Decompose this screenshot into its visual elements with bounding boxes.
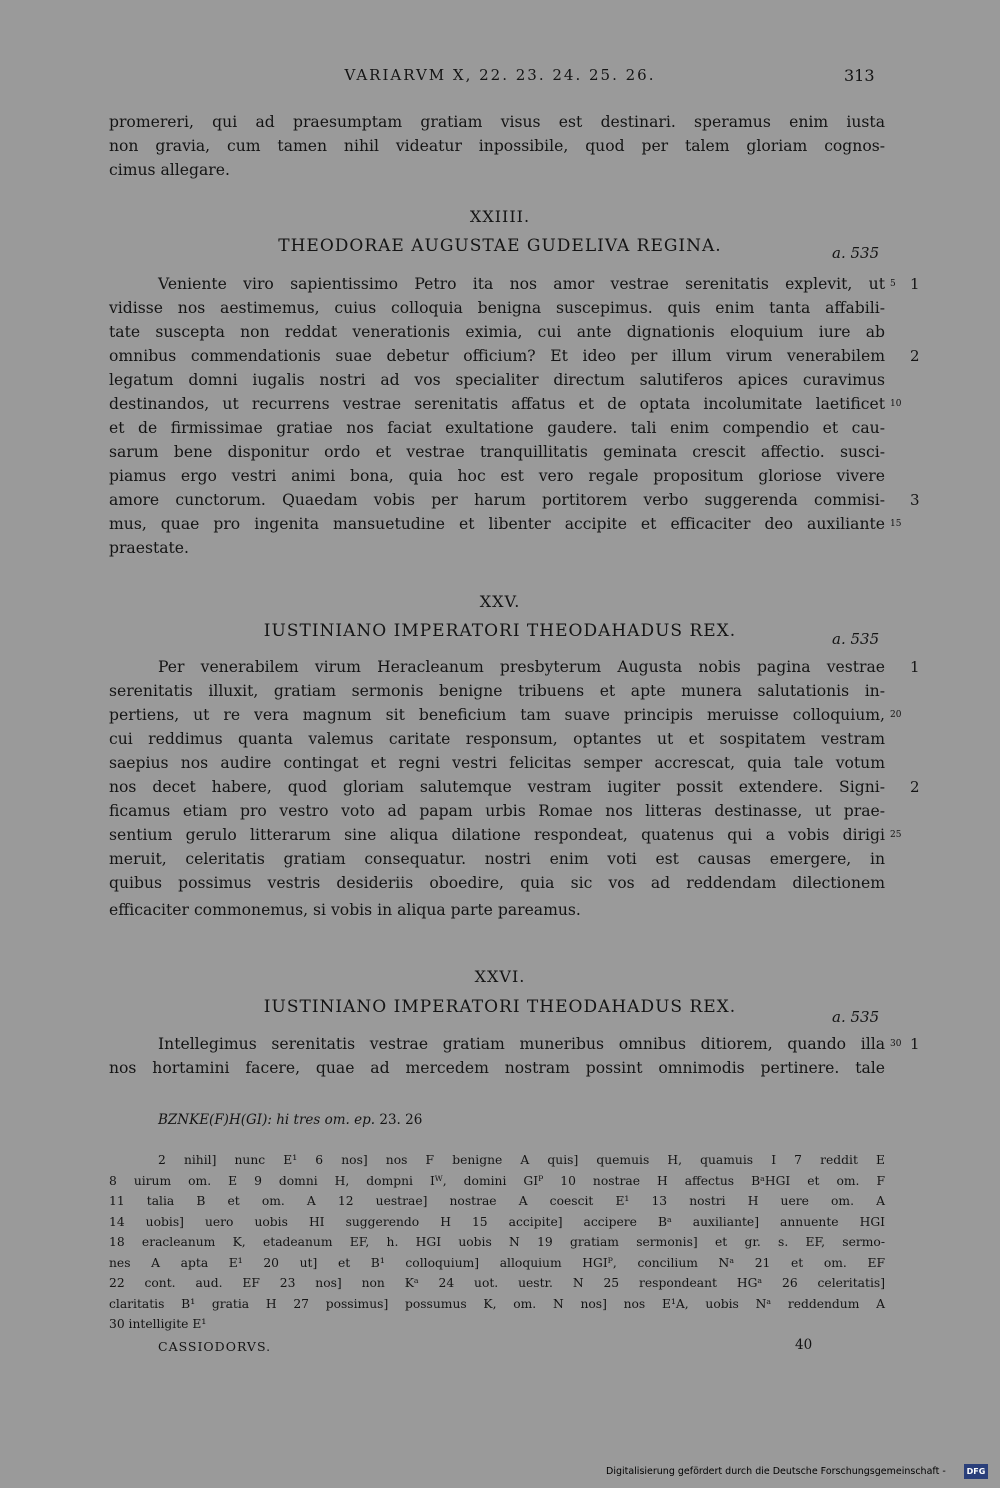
text-line: Per venerabilem virum Heracleanum presbyterum Augusta nobis pagina vestrae [158, 658, 885, 676]
apparatus-line: 2 nihil] nunc E¹ 6 nos] nos F benigne A quis] quemuis H, quamuis I 7 reddit E [158, 1153, 885, 1167]
text-line: omnibus commendationis suae debetur officium? Et ideo per illum virum venerabilem [109, 347, 885, 365]
apparatus-line: 22 cont. aud. EF 23 nos] non Kᵃ 24 uot. uestr. N 25 respondeant HGᵃ 26 celeritatis] [109, 1276, 885, 1290]
line-number: 25 [890, 830, 902, 840]
text-line: quibus possimus vestris desideriis oboedire, quia sic vos ad reddendam dilectionem [109, 874, 885, 892]
page-number: 313 [844, 66, 875, 85]
line-number: 30 [890, 1039, 902, 1049]
dfg-funding-note: Digitalisierung gefördert durch die Deutsche Forschungsgemeinschaft - [606, 1466, 946, 1477]
text-line: promereri, qui ad praesumptam gratiam visus est destinari. speramus enim iusta [109, 113, 885, 131]
apparatus-line: claritatis B¹ gratia H 27 possimus] possumus K, om. N nos] nos E¹A, uobis Nᵃ reddendum A [109, 1296, 885, 1311]
text-line: mus, quae pro ingenita mansuetudine et libenter accipite et efficaciter deo auxiliante [109, 515, 885, 533]
text-line: saepius nos audire contingat et regni vestri felicitas semper accrescat, quia tale votum [109, 754, 885, 772]
text-line: et de firmissimae gratiae nos faciat exultatione gaudere. tali enim compendio et cau- [109, 419, 885, 437]
letter-date: a. 535 [832, 244, 880, 262]
text-line: legatum domni iugalis nostri ad vos specialiter directum salutiferos apices curavimus [109, 371, 885, 389]
text-line: sarum bene disponitur ordo et vestrae tranquillitatis geminata crescit affectio. susci- [109, 443, 885, 461]
text-line: praestate. [109, 539, 189, 557]
letter-date: a. 535 [832, 630, 880, 648]
text-line: nos decet habere, quod gloriam salutemque vestram iugiter possit extendere. Signi- [109, 778, 885, 796]
dfg-logo-icon[interactable]: DFG [964, 1464, 988, 1479]
text-line: pertiens, ut re vera magnum sit beneficium tam suave principis meruisse colloquium, [109, 706, 885, 724]
running-head: VARIARVM X, 22. 23. 24. 25. 26. [344, 66, 656, 84]
text-line: serenitatis illuxit, gratiam sermonis benigne tribuens et apte munera salutationis in- [109, 682, 885, 700]
apparatus-line: 8 uirum om. E 9 domni H, dompni Iᵂ, domini GIᴾ 10 nostrae H affectus BᵃHGI et om. F [109, 1173, 885, 1188]
text-line: destinandos, ut recurrens vestrae serenitatis affatus et de optata incolumitate laetificet [109, 395, 885, 413]
section-number: 1 [910, 1035, 920, 1053]
text-line: piamus ergo vestri animi bona, quia hoc est vero regale propositum gloriose vivere [109, 467, 885, 485]
letter-heading: IUSTINIANO IMPERATORI THEODAHADUS REX. [263, 997, 737, 1017]
line-number: 5 [890, 279, 896, 289]
text-line: vidisse nos aestimemus, cuius colloquia benigna suscepimus. quis enim tanta affabili- [109, 299, 885, 317]
line-number: 20 [890, 710, 902, 720]
apparatus-line: 14 uobis] uero uobis HI suggerendo H 15 accipite] accipere Bᵃ auxiliante] annuente HGI [109, 1214, 885, 1229]
section-number: 3 [910, 491, 920, 509]
text-line: non gravia, cum tamen nihil videatur inpossibile, quod per talem gloriam cognos- [109, 137, 885, 155]
letter-numeral: XXV. [479, 592, 521, 611]
text-line: nos hortamini facere, quae ad mercedem nostram possint omnimodis pertinere. tale [109, 1059, 885, 1077]
text-line: sentium gerulo litterarum sine aliqua dilatione respondeat, quatenus qui a vobis dirigi [109, 826, 885, 844]
apparatus-line: 18 eracleanum K, etadeanum EF, h. HGI uobis N 19 gratiam sermonis] et gr. s. EF, sermo- [109, 1235, 885, 1249]
text-line: tate suscepta non reddat venerationis eximia, cui ante dignationis eloquium iure ab [109, 323, 885, 341]
letter-numeral: XXIIII. [469, 207, 531, 226]
apparatus-line: 11 talia B et om. A 12 uestrae] nostrae A coescit E¹ 13 nostri H uere om. A [109, 1194, 885, 1208]
apparatus-sigla: BZNKE(F)H(GI): [158, 1112, 272, 1128]
signature-mark: CASSIODORVS. [158, 1339, 272, 1354]
section-number: 1 [910, 275, 920, 293]
text-line: cimus allegare. [109, 161, 230, 179]
section-number: 2 [910, 347, 920, 365]
text-line: Intellegimus serenitatis vestrae gratiam muneribus omnibus ditiorem, quando illa [158, 1035, 885, 1053]
text-line: Veniente viro sapientissimo Petro ita nos amor vestrae serenitatis explevit, ut [158, 275, 885, 293]
text-line: ficamus etiam pro vestro voto ad papam urbis Romae nos litteras destinasse, ut prae- [109, 802, 885, 820]
line-number: 10 [890, 399, 902, 409]
line-number: 15 [890, 519, 902, 529]
text-line: cui reddimus quanta valemus caritate responsum, optantes ut et sospitatem vestram [109, 730, 885, 748]
sheet-number: 40 [795, 1337, 813, 1353]
apparatus-refs: 23. 26 [379, 1112, 423, 1128]
letter-numeral: XXVI. [474, 967, 526, 986]
apparatus-note: hi tres om. ep. [276, 1112, 376, 1128]
section-number: 1 [910, 658, 920, 676]
letter-heading: THEODORAE AUGUSTAE GUDELIVA REGINA. [278, 236, 722, 256]
apparatus-line: nes A apta E¹ 20 ut] et B¹ colloquium] alloquium HGIᴾ, concilium Nᵃ 21 et om. EF [109, 1255, 885, 1270]
section-number: 2 [910, 778, 920, 796]
apparatus-line: 30 intelligite E¹ [109, 1317, 207, 1331]
text-line: meruit, celeritatis gratiam consequatur. nostri enim voti est causas emergere, in [109, 850, 885, 868]
apparatus-heading [158, 1112, 422, 1128]
letter-heading: IUSTINIANO IMPERATORI THEODAHADUS REX. [263, 621, 737, 641]
letter-date: a. 535 [832, 1008, 880, 1026]
text-line: efficaciter commonemus, si vobis in aliqua parte pareamus. [109, 901, 581, 919]
text-line: amore cunctorum. Quaedam vobis per harum portitorem verbo suggerenda commisi- [109, 491, 885, 509]
